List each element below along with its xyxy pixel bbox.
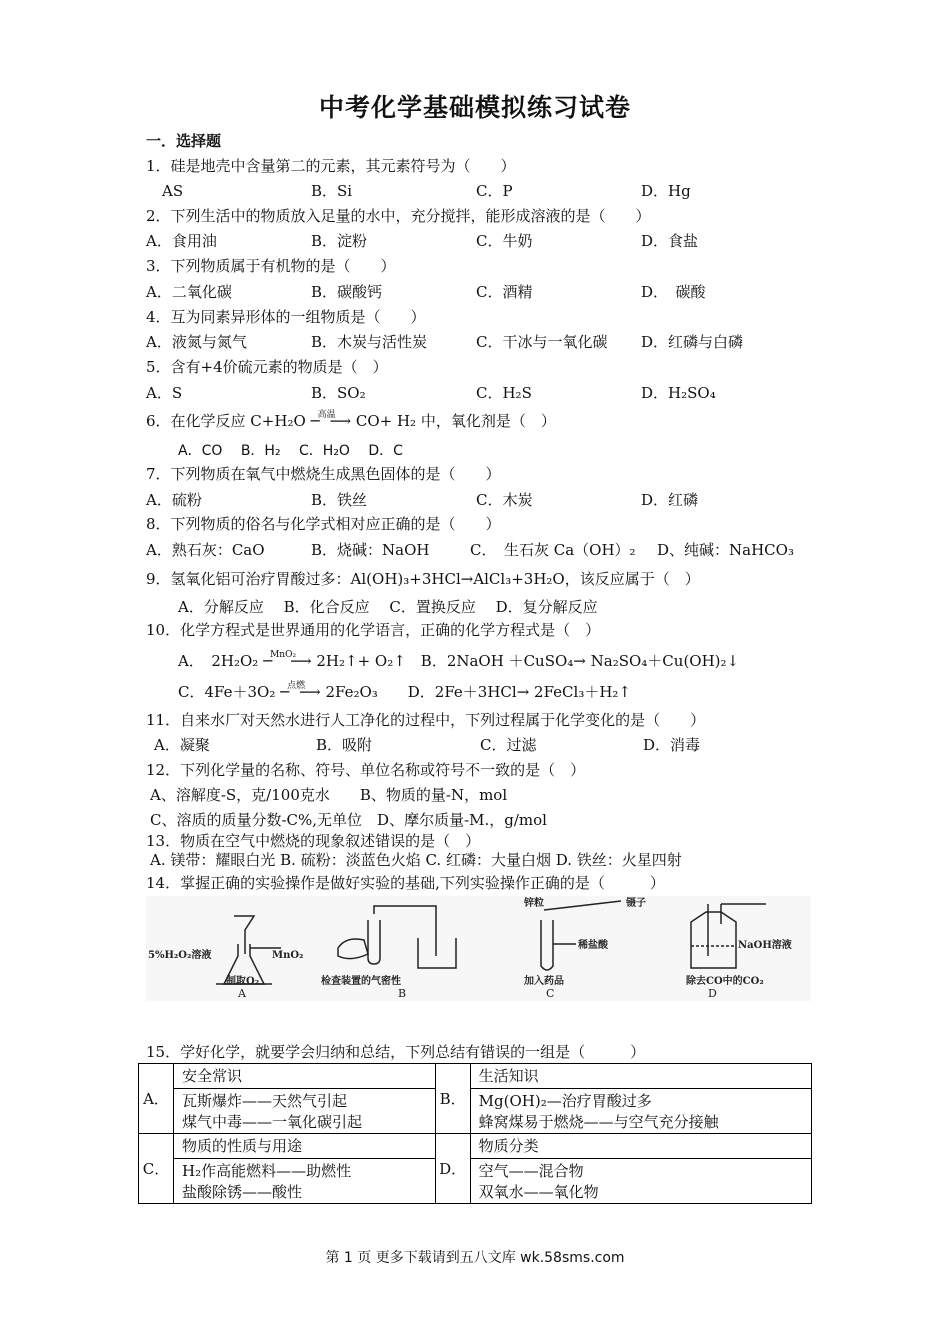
q3-option-c: C．酒精	[476, 283, 533, 301]
row-a-heading: 安全常识	[174, 1064, 436, 1089]
q10-a-left: A． 2H₂O₂	[178, 652, 264, 670]
q2-option-c: C．牛奶	[476, 232, 533, 250]
page-footer: 第 1 页 更多下载请到五八文库 wk.58sms.com	[325, 1250, 625, 1266]
row-a-content	[174, 1089, 436, 1134]
q10-c-right: 2Fe₂O₃ D．2Fe＋3HCl→ 2FeCl₃＋H₂↑	[320, 683, 631, 701]
d-letter: D	[708, 987, 717, 1000]
q5-option-b: B．SO₂	[311, 384, 366, 402]
q11-option-b: B．吸附	[316, 736, 373, 754]
c-letter: C	[546, 987, 555, 1000]
q4-option-b: B．木炭与活性炭	[311, 333, 428, 351]
q8-option-d: D、纯碱：NaHCO₃	[657, 541, 794, 559]
page-title: 中考化学基础模拟练习试卷	[318, 93, 631, 122]
q1-option-b: B．Si	[311, 182, 353, 200]
q8-option-a: A．熟石灰：CaO	[146, 541, 265, 559]
q6-stem-part-b: CO+ H₂ 中，氧化剂是（ ）	[351, 412, 556, 430]
row-a-item-2: 煤气中毒——一氧化碳引起	[182, 1113, 363, 1131]
q10-c-left: C．4Fe＋3O₂	[178, 683, 281, 701]
q2-option-d: D．食盐	[641, 232, 699, 250]
apparatus-figure	[146, 896, 811, 1001]
q9-options: A．分解反应 B．化合反应 C．置换反应 D．复分解反应	[178, 598, 598, 616]
q5-option-d: D．H₂SO₄	[641, 384, 716, 402]
row-b-item-1: Mg(OH)₂—治疗胃酸过多	[478, 1092, 652, 1110]
b-letter: B	[398, 987, 407, 1000]
question-8-stem: 8．下列物质的俗名与化学式相对应正确的是（ ）	[146, 515, 501, 533]
c-acid-label: 稀盐酸	[578, 940, 608, 951]
question-14-stem: 14．掌握正确的实验操作是做好实验的基础,下列实验操作正确的是（ ）	[146, 874, 665, 892]
question-7-stem: 7．下列物质在氧气中燃烧生成黑色固体的是（ ）	[146, 465, 501, 483]
row-c-letter: C．	[139, 1134, 174, 1204]
question-9-stem: 9．氢氧化铝可治疗胃酸过多：Al(OH)₃+3HCl→AlCl₃+3H₂O，该反应属于（ ）	[146, 570, 700, 588]
q8-option-c: C． 生石灰 Ca（OH）₂	[470, 541, 636, 559]
q6-options: A．CO B．H₂ C．H₂O D．C	[178, 443, 403, 459]
q12-line-2: C、溶质的质量分数-C%,无单位 D、摩尔质量-M.，g/mol	[150, 811, 547, 829]
q10-a-right: 2H₂↑+ O₂↑ B．2NaOH ＋CuSO₄→ Na₂SO₄＋Cu(OH)₂↓	[311, 652, 740, 670]
row-c-content	[174, 1159, 436, 1204]
q2-option-b: B．淀粉	[311, 232, 368, 250]
q7-option-d: D．红磷	[641, 491, 699, 509]
question-12-stem: 12．下列化学量的名称、符号、单位名称或符号不一致的是（ ）	[146, 761, 586, 779]
summary-table	[138, 1063, 812, 1204]
q3-option-d: D． 碳酸	[641, 283, 706, 301]
q10-line-ab	[178, 650, 739, 672]
row-b-content	[470, 1089, 811, 1134]
row-b-item-2: 蜂窝煤易于燃烧——与空气充分接触	[478, 1113, 719, 1131]
question-11-stem: 11．自来水厂对天然水进行人工净化的过程中，下列过程属于化学变化的是（ ）	[146, 711, 706, 729]
row-c-item-1: H₂作高能燃料——助燃性	[182, 1162, 352, 1180]
q7-option-c: C．木炭	[476, 491, 533, 509]
q10-a-catalyst: MnO₂	[270, 650, 297, 660]
q11-option-d: D．消毒	[643, 736, 701, 754]
row-c-item-2: 盐酸除锈——酸性	[182, 1183, 303, 1201]
q12-line-1: A、溶解度-S，克/100克水 B、物质的量-N，mol	[150, 786, 508, 804]
row-d-item-2: 双氧水——氧化物	[478, 1183, 599, 1201]
q8-option-b: B．烧碱：NaOH	[311, 541, 430, 559]
d-solution-label: NaOH溶液	[738, 940, 792, 951]
question-2-stem: 2．下列生活中的物质放入足量的水中，充分搅拌，能形成溶液的是（ ）	[146, 207, 651, 225]
q4-option-a: A．液氮与氮气	[146, 333, 247, 351]
q6-reaction-arrow: ─$^{高温}$⟶	[310, 410, 352, 430]
row-c-heading: 物质的性质与用途	[174, 1134, 436, 1159]
question-3-stem: 3．下列物质属于有机物的是（ ）	[146, 257, 396, 275]
question-10-stem: 10．化学方程式是世界通用的化学语言，正确的化学方程式是（ ）	[146, 621, 601, 639]
q1-option-a: AS	[162, 182, 184, 200]
row-d-letter: D．	[435, 1134, 470, 1204]
question-5-stem: 5．含有+4价硫元素的物质是（ ）	[146, 358, 388, 376]
a-reagent-label: 5%H₂O₂溶液	[148, 950, 212, 961]
q7-option-b: B．铁丝	[311, 491, 368, 509]
q7-option-a: A．硫粉	[146, 491, 202, 509]
q11-option-a: A．凝聚	[154, 736, 210, 754]
row-d-heading: 物质分类	[470, 1134, 811, 1159]
q4-option-d: D．红磷与白磷	[641, 333, 744, 351]
q10-line-cd	[178, 681, 631, 703]
q13-options: A. 镁带：耀眼白光 B. 硫粉：淡蓝色火焰 C. 红磷：大量白烟 D. 铁丝：火星四射	[150, 851, 682, 869]
a-solid-label: MnO₂	[272, 950, 304, 961]
row-a-letter: A．	[139, 1064, 174, 1134]
question-13-stem: 13．物质在空气中燃烧的现象叙述错误的是（ ）	[146, 832, 481, 850]
q5-option-c: C．H₂S	[476, 384, 532, 402]
row-d-item-1: 空气——混合物	[478, 1162, 584, 1180]
a-letter: A	[238, 987, 246, 1000]
b-caption: 检查装置的气密性	[321, 976, 401, 987]
q10-c-arrow: ─$^{点燃}$⟶	[280, 681, 321, 701]
question-1-stem: 1．硅是地壳中含量第二的元素，其元素符号为（ ）	[146, 157, 516, 175]
q5-option-a: A．S	[146, 384, 183, 402]
section-heading: 一．选择题	[146, 132, 222, 150]
question-6-stem	[146, 410, 556, 432]
q10-a-arrow: ─$^{MnO_2}$⟶	[263, 650, 312, 670]
q10-c-condition: 点燃	[287, 681, 306, 691]
q3-option-a: A．二氧化碳	[146, 283, 232, 301]
q4-option-c: C．干冰与一氧化碳	[476, 333, 608, 351]
q1-option-d: D．Hg	[641, 182, 691, 200]
row-b-letter: B．	[435, 1064, 470, 1134]
q3-option-b: B．碳酸钙	[311, 283, 383, 301]
d-caption: 除去CO中的CO₂	[686, 976, 764, 987]
q1-option-c: C．P	[476, 182, 513, 200]
q6-arrow-condition: 高温	[317, 410, 336, 420]
c-grain-label: 锌粒	[524, 898, 544, 909]
question-4-stem: 4．互为同素异形体的一组物质是（ ）	[146, 308, 426, 326]
row-a-item-1: 瓦斯爆炸——天然气引起	[182, 1092, 348, 1110]
row-d-content	[470, 1159, 811, 1204]
row-b-heading: 生活知识	[470, 1064, 811, 1089]
c-caption: 加入药品	[524, 976, 564, 987]
q2-option-a: A．食用油	[146, 232, 217, 250]
question-15-stem: 15．学好化学，就要学会归纳和总结，下列总结有错误的一组是（ ）	[146, 1043, 646, 1061]
c-tool-label: 镊子	[626, 898, 646, 909]
q11-option-c: C．过滤	[480, 736, 537, 754]
a-caption: 制取O₂	[226, 976, 260, 987]
q6-stem-part-a: 6．在化学反应 C+H₂O	[146, 412, 311, 430]
